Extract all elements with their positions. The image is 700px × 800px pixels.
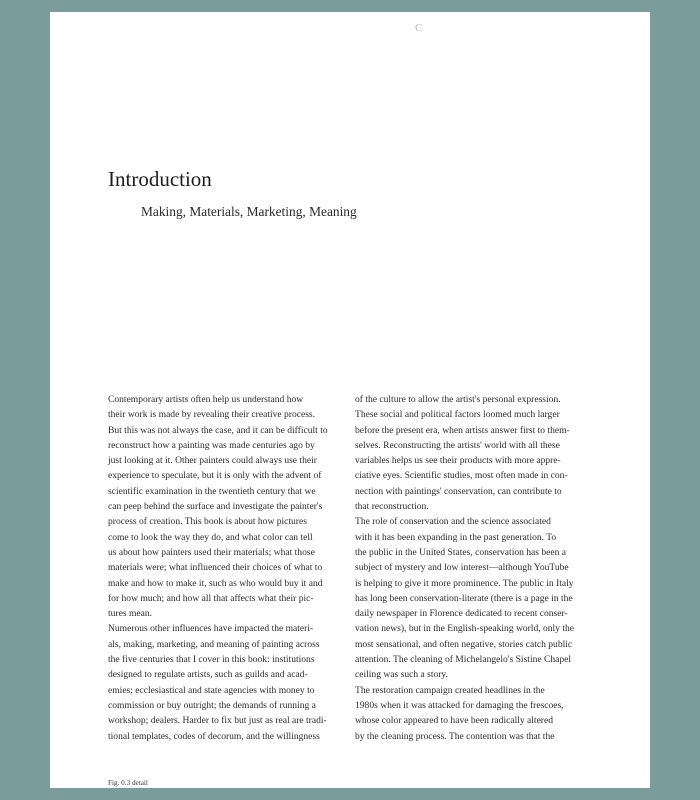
chapter-title: Introduction: [108, 167, 212, 191]
paragraph: The role of conservation and the science associated with it has been expanding in the past generation. To the public in the United States, conservation has been a subject of mystery and low interest—although YouTube is helping to give it more prominence. The public in Italy has long been conservation-literate (there is a page in the daily newspaper in Florence dedicated to recent conser- vation news), but in the English-speaking world, only the most sensational, and often negative, stories catch public attention. The cleaning of Michelangelo's Sistine Chapel ceiling was such a story.: [355, 516, 575, 681]
text-column-left: [108, 392, 341, 744]
book-page: [50, 12, 650, 788]
paragraph: The restoration campaign created headlines in the 1980s when it was attacked for damaging the frescoes, whose color appeared to have been radically altered by the cleaning process. The contention was that the: [355, 684, 564, 742]
paragraph: Numerous other influences have impacted the materi- als, making, marketing, and meaning of painting across the five centuries that I cover in this book: institutions designed to regulate artists, such as guilds and acad- emies; ecclesiastical and state agencies with money to commission or buy outright; the demands of running a workshop; dealers. Harder to fix but just as real are tradi- tional templates, codes of decorum, and the willingness: [108, 623, 327, 742]
text-column-right: [355, 392, 593, 744]
figure-caption: Fig. 0.3 detail: [108, 779, 148, 787]
page-mark: C: [415, 22, 423, 34]
paragraph: Contemporary artists often help us understand how their work is made by revealing their creative process. But this was not always the case, and it can be difficult to reconstruct how a painting was made centuries ago by just looking at it. Other painters could always use their experience to speculate, but it is only with the advent of scientific examination in the twentieth century that we can peep behind the surface and investigate the painter's process of creation. This book is about how pictures come to look the way they do, and what color can tell us about how painters used their materials; what those materials were; what influenced their choices of what to make and how to make it, such as who would buy it and for how much; and how all that affects what their pic- tures mean.: [108, 394, 328, 620]
paragraph: of the culture to allow the artist's personal expression. These social and political factors loomed much larger before the present era, when artists answer first to them- selves. Reconstructing the artists' world with all these variables helps us see their products with more appre- ciative eyes. Scientific studies, most often made in con- nection with paintings' conservation, can contribute to that reconstruction.: [355, 394, 570, 513]
chapter-subtitle: Making, Materials, Marketing, Meaning: [141, 204, 357, 219]
